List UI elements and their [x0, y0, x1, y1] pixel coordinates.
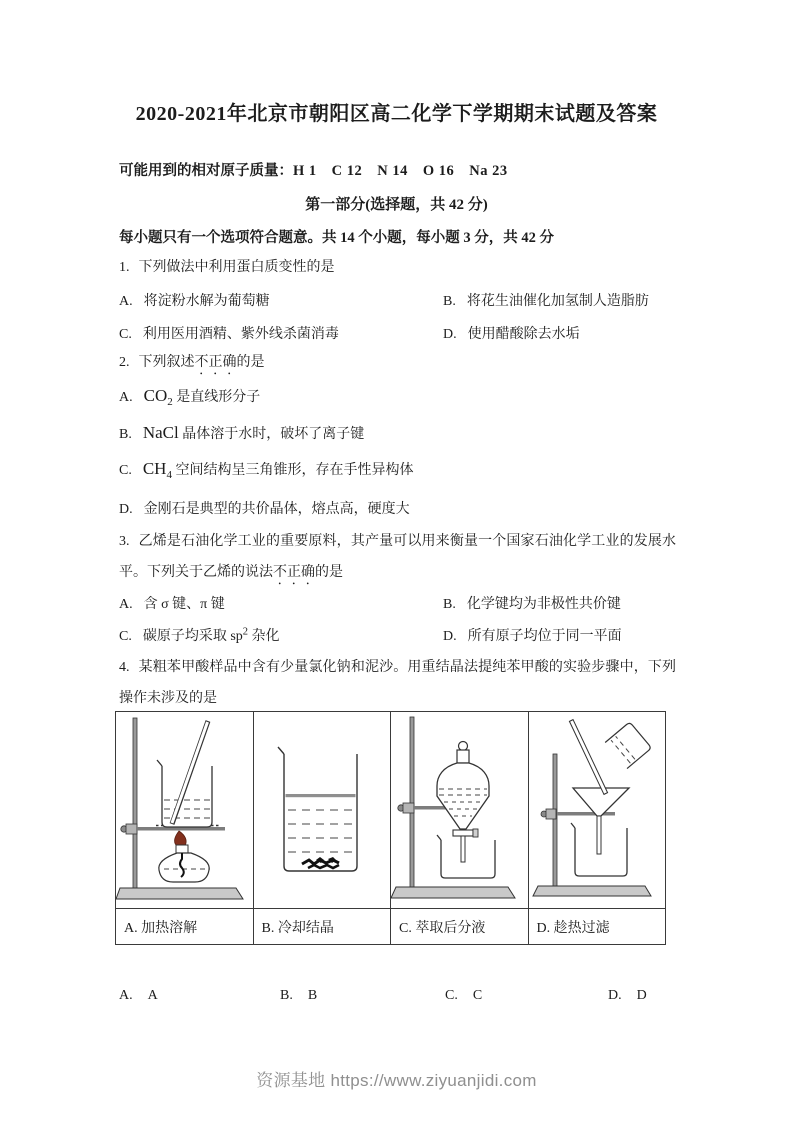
- option-text: 晶体溶于水时，破坏了离子键: [178, 427, 365, 442]
- q1-option-a: [119, 290, 443, 310]
- q2-option-b: [119, 423, 364, 445]
- option-label: A.: [119, 390, 133, 405]
- question-number: 3.: [119, 534, 130, 549]
- option-text: 将淀粉水解为葡萄糖: [143, 294, 270, 309]
- q3-option-c: [119, 625, 443, 645]
- option-label: D.: [443, 327, 457, 342]
- question-text: 下列叙述: [138, 355, 195, 370]
- formula-superscript: 2: [242, 626, 249, 638]
- atomic-mass-label: 可能用到的相对原子质量：: [119, 163, 293, 179]
- option-label: A.: [119, 597, 133, 612]
- option-text: 是直线形分子: [172, 390, 261, 405]
- option-label: D.: [443, 629, 457, 644]
- q4-option-d: [608, 988, 679, 1004]
- formula-subscript: 2: [167, 395, 173, 408]
- hot-filtration-diagram: [529, 712, 666, 908]
- apparatus-cell-b: [253, 712, 391, 909]
- q3-option-b: [443, 593, 621, 613]
- question-4-answer-choices: [119, 988, 679, 1004]
- exam-instructions: 每小题只有一个选项符合题意。共 14 个小题，每小题 3 分，共 42 分: [119, 230, 554, 246]
- question-number: 4.: [119, 660, 130, 675]
- option-text: 所有原子均位于同一平面: [467, 629, 622, 644]
- atomic-mass-values: H 1 C 12 N 14 O 16 Na 23: [293, 163, 508, 179]
- question-number: 1.: [119, 260, 130, 275]
- option-text: 利用医用酒精、紫外线杀菌消毒: [142, 327, 339, 342]
- option-text: 碳原子均采取 sp: [142, 629, 243, 644]
- option-text: 化学键均为非极性共价键: [466, 597, 621, 612]
- question-1-stem: [119, 256, 335, 276]
- chemical-formula: NaCl: [142, 423, 179, 442]
- chemical-formula: CO: [143, 386, 168, 405]
- apparatus-table: [115, 711, 666, 945]
- option-label: D.: [119, 502, 133, 517]
- q4-option-a: [119, 988, 280, 1004]
- apparatus-label-a: A. 加热溶解: [116, 909, 254, 945]
- q1-option-b: [443, 290, 649, 310]
- option-label: A.: [119, 988, 133, 1003]
- q3-option-a: [119, 593, 443, 613]
- question-text: 某粗苯甲酸样品中含有少量氯化钠和泥沙。用重结晶法提纯苯甲酸的实验步骤中，下列操作未涉及的是: [119, 660, 676, 706]
- apparatus-diagram-row: [116, 712, 666, 909]
- option-text: 杂化: [248, 629, 280, 644]
- q2-option-d: [119, 498, 410, 520]
- question-2-stem: [119, 351, 265, 378]
- chemical-formula: CH: [142, 459, 167, 478]
- apparatus-cell-c: [391, 712, 529, 909]
- option-label: B.: [443, 597, 456, 612]
- emphasized-text: 不正确: [194, 355, 237, 370]
- option-label: C.: [119, 629, 132, 644]
- option-label: C.: [119, 463, 132, 478]
- extraction-separation-diagram: [391, 712, 528, 908]
- q4-option-c: [445, 988, 608, 1004]
- option-text: 金刚石是典型的共价晶体，熔点高，硬度大: [143, 502, 410, 517]
- cooling-crystallization-diagram: [254, 712, 391, 908]
- question-3-options-row-2: [119, 625, 699, 645]
- q2-option-c: [119, 459, 413, 481]
- option-label: B.: [443, 294, 456, 309]
- apparatus-cell-d: [528, 712, 666, 909]
- apparatus-label-c: C. 萃取后分液: [391, 909, 529, 945]
- question-3-stem: [119, 526, 676, 588]
- q3-option-d: [443, 625, 622, 645]
- option-label: D.: [608, 988, 622, 1003]
- apparatus-label-b: B. 冷却结晶: [253, 909, 391, 945]
- option-text: 空间结构呈三角锥形，存在手性异构体: [171, 463, 414, 478]
- question-text: 的是: [236, 355, 265, 370]
- site-watermark-link[interactable]: 资源基地 https://www.ziyuanjidi.com: [256, 1071, 537, 1090]
- question-text: 的是: [315, 565, 343, 580]
- option-text: B: [307, 988, 318, 1003]
- option-text: 使用醋酸除去水垢: [467, 327, 580, 342]
- emphasized-text: 不正确: [273, 565, 315, 580]
- formula-subscript: 4: [166, 468, 172, 481]
- q1-option-c: [119, 323, 443, 343]
- question-4-stem: [119, 652, 676, 714]
- q1-option-d: [443, 323, 580, 343]
- q4-option-b: [280, 988, 445, 1004]
- question-text: 下列做法中利用蛋白质变性的是: [138, 260, 335, 275]
- apparatus-label-d: D. 趁热过滤: [528, 909, 666, 945]
- option-label: B.: [280, 988, 293, 1003]
- option-text: 含 σ 键、π 键: [143, 597, 225, 612]
- q2-option-a: [119, 386, 260, 408]
- option-label: C.: [445, 988, 458, 1003]
- option-label: B.: [119, 427, 132, 442]
- apparatus-label-row: [116, 909, 666, 945]
- option-text: C: [472, 988, 483, 1003]
- question-3-options-row-1: [119, 593, 699, 613]
- question-1-options-row-1: [119, 290, 699, 310]
- option-label: C.: [119, 327, 132, 342]
- atomic-mass-line: [119, 159, 508, 180]
- page-title: 2020-2021年北京市朝阳区高二化学下学期期末试题及答案: [135, 103, 658, 125]
- option-label: A.: [119, 294, 133, 309]
- option-text: 将花生油催化加氢制人造脂肪: [466, 294, 649, 309]
- question-text: 乙烯是石油化学工业的重要原料，其产量可以用来衡量一个国家石油化学工业的发展水平。下列关于乙烯的说法: [119, 534, 676, 580]
- question-1-options-row-2: [119, 323, 699, 343]
- question-number: 2.: [119, 355, 130, 370]
- apparatus-cell-a: [116, 712, 254, 909]
- option-text: A: [147, 988, 158, 1003]
- option-text: D: [636, 988, 647, 1003]
- heating-dissolution-diagram: [116, 712, 253, 908]
- section-heading: 第一部分(选择题，共 42 分): [305, 197, 488, 213]
